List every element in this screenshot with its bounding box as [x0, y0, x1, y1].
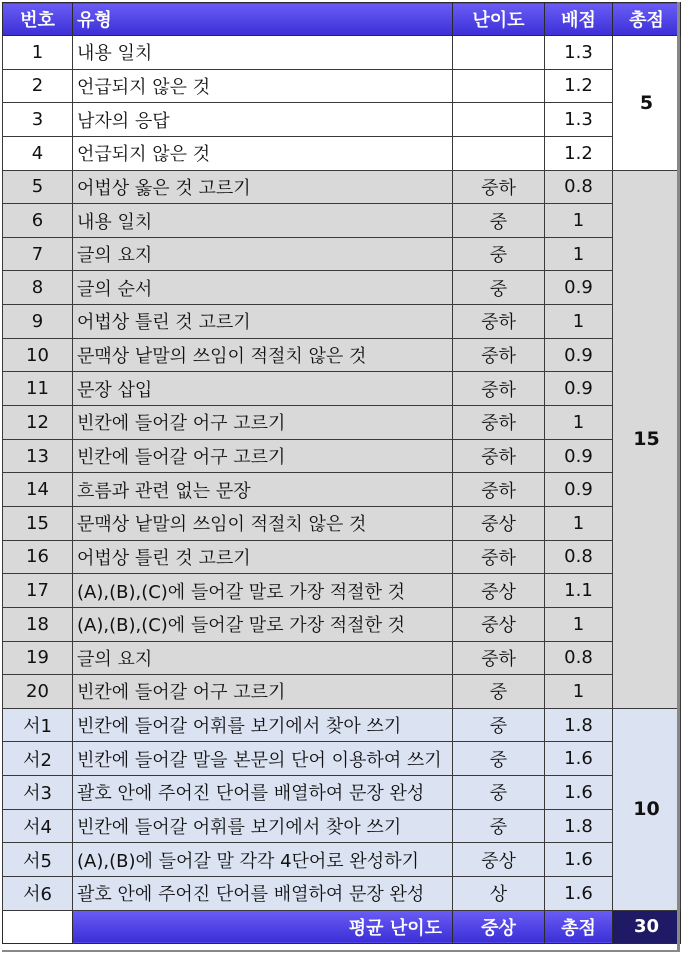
table-row: [3, 69, 681, 103]
question-number-cell[interactable]: 3: [3, 103, 73, 137]
difficulty-cell[interactable]: 상: [453, 877, 545, 911]
difficulty-cell[interactable]: 중: [453, 776, 545, 810]
difficulty-cell[interactable]: 중하: [453, 473, 545, 507]
question-type-cell[interactable]: 내용 일치: [73, 36, 453, 70]
score-cell[interactable]: 1.3: [545, 103, 613, 137]
question-number-cell[interactable]: 7: [3, 237, 73, 271]
exam-analysis-sheet: [2, 2, 681, 944]
grand-total-value[interactable]: 30: [613, 910, 681, 943]
table-row: [3, 641, 681, 675]
table-row: [3, 271, 681, 305]
question-number-cell[interactable]: 19: [3, 641, 73, 675]
table-row: [3, 170, 681, 204]
difficulty-cell[interactable]: [453, 36, 545, 70]
question-number-cell[interactable]: 서1: [3, 708, 73, 742]
summary-blank-cell[interactable]: [3, 910, 73, 943]
grand-total-label[interactable]: 총점: [545, 910, 613, 943]
score-cell[interactable]: 1: [545, 237, 613, 271]
table-row: [3, 540, 681, 574]
score-cell[interactable]: 0.9: [545, 372, 613, 406]
question-type-cell[interactable]: 빈칸에 들어갈 어휘를 보기에서 찾아 쓰기: [73, 809, 453, 843]
table-row: [3, 36, 681, 70]
question-type-cell[interactable]: (A),(B),(C)에 들어갈 말로 가장 적절한 것: [73, 574, 453, 608]
question-number-cell[interactable]: 8: [3, 271, 73, 305]
question-type-cell[interactable]: 괄호 안에 주어진 단어를 배열하여 문장 완성: [73, 776, 453, 810]
question-number-cell[interactable]: 서5: [3, 843, 73, 877]
question-type-table: [2, 2, 681, 944]
difficulty-cell[interactable]: 중하: [453, 406, 545, 440]
score-cell[interactable]: 1.8: [545, 809, 613, 843]
question-number-cell[interactable]: 12: [3, 406, 73, 440]
question-number-cell[interactable]: 서4: [3, 809, 73, 843]
question-number-cell[interactable]: 20: [3, 675, 73, 709]
question-number-cell[interactable]: 5: [3, 170, 73, 204]
table-row: [3, 103, 681, 137]
question-type-cell[interactable]: 어법상 틀린 것 고르기: [73, 305, 453, 339]
group-total-cell[interactable]: 10: [613, 708, 681, 910]
question-number-cell[interactable]: 6: [3, 204, 73, 238]
score-cell[interactable]: 0.9: [545, 271, 613, 305]
header-score[interactable]: 배점: [545, 3, 613, 36]
question-number-cell[interactable]: 서3: [3, 776, 73, 810]
question-type-cell[interactable]: 빈칸에 들어갈 어구 고르기: [73, 675, 453, 709]
difficulty-cell[interactable]: 중하: [453, 305, 545, 339]
question-type-cell[interactable]: 빈칸에 들어갈 어구 고르기: [73, 439, 453, 473]
score-cell[interactable]: 0.8: [545, 170, 613, 204]
difficulty-cell[interactable]: [453, 103, 545, 137]
question-number-cell[interactable]: 18: [3, 607, 73, 641]
question-number-cell[interactable]: 17: [3, 574, 73, 608]
difficulty-cell[interactable]: 중상: [453, 843, 545, 877]
score-cell[interactable]: 1: [545, 305, 613, 339]
summary-row: [3, 910, 681, 943]
question-type-cell[interactable]: 남자의 응답: [73, 103, 453, 137]
question-number-cell[interactable]: 1: [3, 36, 73, 70]
question-type-cell[interactable]: 빈칸에 들어갈 어휘를 보기에서 찾아 쓰기: [73, 708, 453, 742]
table-row: [3, 406, 681, 440]
question-number-cell[interactable]: 4: [3, 136, 73, 170]
question-type-cell[interactable]: 언급되지 않은 것: [73, 136, 453, 170]
question-type-cell[interactable]: 흐름과 관련 없는 문장: [73, 473, 453, 507]
question-type-cell[interactable]: 글의 순서: [73, 271, 453, 305]
question-type-cell[interactable]: 문맥상 낱말의 쓰임이 적절치 않은 것: [73, 338, 453, 372]
score-cell[interactable]: 1.6: [545, 776, 613, 810]
score-cell[interactable]: 0.9: [545, 473, 613, 507]
difficulty-cell[interactable]: 중상: [453, 607, 545, 641]
table-row: [3, 809, 681, 843]
question-type-cell[interactable]: 글의 요지: [73, 237, 453, 271]
score-cell[interactable]: 1.8: [545, 708, 613, 742]
score-cell[interactable]: 1: [545, 675, 613, 709]
score-cell[interactable]: 1.3: [545, 36, 613, 70]
header-type[interactable]: 유형: [73, 3, 453, 36]
score-cell[interactable]: 1: [545, 607, 613, 641]
group-total-cell[interactable]: 15: [613, 170, 681, 708]
header-total[interactable]: 총점: [613, 3, 681, 36]
header-row: [3, 3, 681, 36]
question-number-cell[interactable]: 9: [3, 305, 73, 339]
table-row: [3, 708, 681, 742]
table-row: [3, 305, 681, 339]
table-row: [3, 473, 681, 507]
question-type-cell[interactable]: 어법상 틀린 것 고르기: [73, 540, 453, 574]
table-row: [3, 204, 681, 238]
score-cell[interactable]: 0.9: [545, 338, 613, 372]
difficulty-cell[interactable]: [453, 69, 545, 103]
question-number-cell[interactable]: 서6: [3, 877, 73, 911]
score-cell[interactable]: 1.6: [545, 742, 613, 776]
question-number-cell[interactable]: 13: [3, 439, 73, 473]
table-row: [3, 607, 681, 641]
question-number-cell[interactable]: 16: [3, 540, 73, 574]
score-cell[interactable]: 0.8: [545, 641, 613, 675]
table-row: [3, 136, 681, 170]
table-row: [3, 843, 681, 877]
question-number-cell[interactable]: 10: [3, 338, 73, 372]
difficulty-cell[interactable]: 중: [453, 809, 545, 843]
table-row: [3, 506, 681, 540]
table-row: [3, 675, 681, 709]
question-number-cell[interactable]: 11: [3, 372, 73, 406]
question-type-cell[interactable]: 문장 삽입: [73, 372, 453, 406]
difficulty-cell[interactable]: 중하: [453, 641, 545, 675]
question-type-cell[interactable]: (A),(B)에 들어갈 말 각각 4단어로 완성하기: [73, 843, 453, 877]
score-cell[interactable]: 1.2: [545, 69, 613, 103]
table-row: [3, 439, 681, 473]
difficulty-cell[interactable]: 중: [453, 675, 545, 709]
question-type-cell[interactable]: 어법상 옳은 것 고르기: [73, 170, 453, 204]
score-cell[interactable]: 1.1: [545, 574, 613, 608]
difficulty-cell[interactable]: 중상: [453, 574, 545, 608]
header-num[interactable]: 번호: [3, 3, 73, 36]
question-type-cell[interactable]: 언급되지 않은 것: [73, 69, 453, 103]
table-row: [3, 237, 681, 271]
difficulty-cell[interactable]: 중하: [453, 372, 545, 406]
question-number-cell[interactable]: 서2: [3, 742, 73, 776]
difficulty-cell[interactable]: 중상: [453, 506, 545, 540]
score-cell[interactable]: 1: [545, 406, 613, 440]
score-cell[interactable]: 0.9: [545, 439, 613, 473]
score-cell[interactable]: 0.8: [545, 540, 613, 574]
question-type-cell[interactable]: (A),(B),(C)에 들어갈 말로 가장 적절한 것: [73, 607, 453, 641]
question-type-cell[interactable]: 글의 요지: [73, 641, 453, 675]
table-row: [3, 742, 681, 776]
score-cell[interactable]: 1.6: [545, 843, 613, 877]
header-difficulty[interactable]: 난이도: [453, 3, 545, 36]
average-difficulty-value[interactable]: 중상: [453, 910, 545, 943]
table-row: [3, 574, 681, 608]
question-type-cell[interactable]: 내용 일치: [73, 204, 453, 238]
difficulty-cell[interactable]: 중하: [453, 170, 545, 204]
question-type-cell[interactable]: 문맥상 낱말의 쓰임이 적절치 않은 것: [73, 506, 453, 540]
difficulty-cell[interactable]: 중: [453, 708, 545, 742]
question-number-cell[interactable]: 14: [3, 473, 73, 507]
group-total-cell[interactable]: 5: [613, 36, 681, 171]
difficulty-cell[interactable]: 중: [453, 271, 545, 305]
difficulty-cell[interactable]: [453, 136, 545, 170]
question-number-cell[interactable]: 15: [3, 506, 73, 540]
table-row: [3, 372, 681, 406]
average-difficulty-label[interactable]: 평균 난이도: [73, 910, 453, 943]
score-cell[interactable]: 1.6: [545, 877, 613, 911]
difficulty-cell[interactable]: 중: [453, 237, 545, 271]
difficulty-cell[interactable]: 중: [453, 204, 545, 238]
question-type-cell[interactable]: 빈칸에 들어갈 어구 고르기: [73, 406, 453, 440]
score-cell[interactable]: 1.2: [545, 136, 613, 170]
difficulty-cell[interactable]: 중하: [453, 540, 545, 574]
question-type-cell[interactable]: 빈칸에 들어갈 말을 본문의 단어 이용하여 쓰기: [73, 742, 453, 776]
score-cell[interactable]: 1: [545, 204, 613, 238]
difficulty-cell[interactable]: 중하: [453, 439, 545, 473]
score-cell[interactable]: 1: [545, 506, 613, 540]
table-row: [3, 776, 681, 810]
difficulty-cell[interactable]: 중하: [453, 338, 545, 372]
question-type-cell[interactable]: 괄호 안에 주어진 단어를 배열하여 문장 완성: [73, 877, 453, 911]
table-row: [3, 338, 681, 372]
question-number-cell[interactable]: 2: [3, 69, 73, 103]
table-row: [3, 877, 681, 911]
difficulty-cell[interactable]: 중: [453, 742, 545, 776]
